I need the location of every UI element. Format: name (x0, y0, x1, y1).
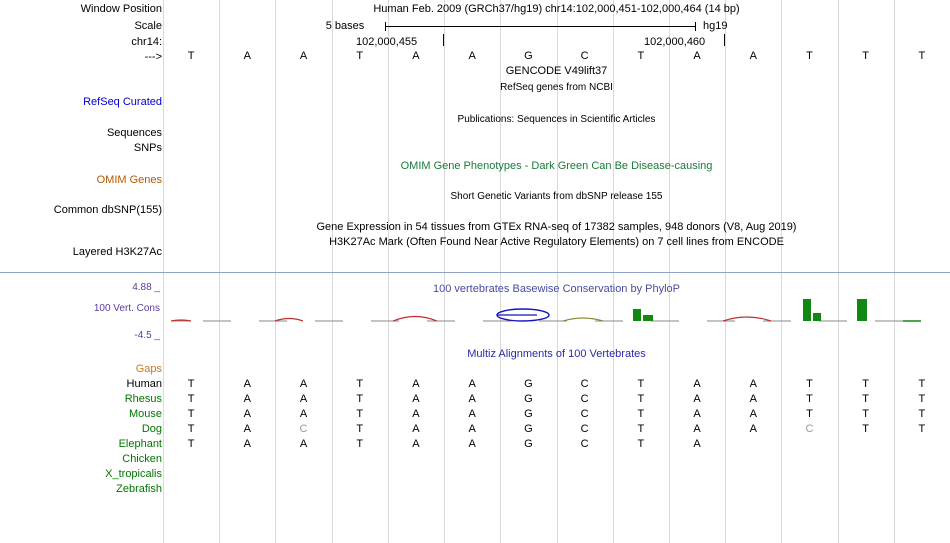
sequence-base: A (468, 50, 476, 62)
alignment-base: A (693, 393, 701, 405)
alignment-base: T (356, 378, 364, 390)
alignment-base: C (580, 378, 589, 390)
alignment-base: C (299, 423, 308, 435)
alignment-base: T (637, 438, 645, 450)
alignment-base: T (187, 378, 195, 390)
alignment-base: C (580, 393, 589, 405)
alignment-base: T (918, 408, 926, 420)
alignment-base: A (412, 393, 420, 405)
alignment-base: T (918, 378, 926, 390)
chrom-label: chr14: (131, 36, 162, 48)
alignment-base: A (243, 378, 251, 390)
sequence-base: T (862, 50, 870, 62)
refseq-curated-label[interactable]: RefSeq Curated (83, 96, 162, 108)
alignment-base: A (468, 408, 476, 420)
scale-bar-left-end (385, 22, 386, 31)
sequence-base: T (918, 50, 926, 62)
alignment-base: T (356, 393, 364, 405)
alignment-base: A (299, 393, 308, 405)
alignment-base: A (693, 423, 701, 435)
scale-label: Scale (134, 20, 162, 32)
sequence-base: T (637, 50, 645, 62)
alignment-base: T (862, 408, 870, 420)
species-label-chicken[interactable]: Chicken (122, 453, 162, 465)
alignment-base: A (299, 408, 308, 420)
alignment-base: A (243, 393, 251, 405)
ruler-tick-1 (443, 34, 444, 46)
assembly-label: hg19 (703, 20, 728, 32)
alignment-base: T (187, 393, 195, 405)
alignment-base: A (693, 408, 701, 420)
alignment-base: G (524, 423, 533, 435)
alignment-base: T (806, 408, 813, 420)
species-label-dog[interactable]: Dog (141, 423, 162, 435)
alignment-base: T (356, 408, 364, 420)
alignment-base: T (918, 423, 926, 435)
scale-value: 5 bases (325, 20, 365, 32)
alignment-base: T (187, 408, 195, 420)
alignment-base: T (187, 438, 195, 450)
alignment-base: T (862, 393, 870, 405)
multiz-title: Multiz Alignments of 100 Vertebrates (467, 348, 646, 360)
alignment-base: T (637, 393, 645, 405)
ruler-label-2: 102,000,460 (644, 36, 706, 48)
alignment-base: T (918, 393, 926, 405)
alignment-base: A (749, 378, 757, 390)
scale-bar (385, 26, 695, 27)
alignment-base: C (580, 423, 589, 435)
sequence-base: G (524, 50, 533, 62)
alignment-base: G (524, 438, 533, 450)
alignment-base: A (412, 378, 420, 390)
sequence-base: C (580, 50, 589, 62)
alignment-base: T (806, 393, 813, 405)
sequence-base: A (243, 50, 251, 62)
omim-title: OMIM Gene Phenotypes - Dark Green Can Be Disease-causing (400, 160, 713, 172)
alignment-base: T (637, 378, 645, 390)
conservation-left-label[interactable]: 100 Vert. Cons (93, 303, 160, 314)
species-label-x_tropicalis[interactable]: X_tropicalis (105, 468, 162, 480)
alignment-base: A (693, 438, 701, 450)
gencode-title: GENCODE V49lift37 (505, 65, 608, 77)
alignment-base: T (862, 378, 870, 390)
alignment-base: A (299, 438, 308, 450)
species-label-rhesus[interactable]: Rhesus (124, 393, 162, 405)
common-dbsnp-label[interactable]: Common dbSNP(155) (53, 204, 162, 216)
conservation-axis-min: -4.5 _ (134, 330, 160, 341)
alignment-base: T (806, 378, 813, 390)
sequence-base: T (806, 50, 813, 62)
alignment-base: A (749, 393, 757, 405)
alignment-base: T (356, 423, 364, 435)
ruler-label-1: 102,000,455 (356, 36, 418, 48)
alignment-base: C (580, 438, 589, 450)
sequence-base: A (693, 50, 701, 62)
alignment-base: C (805, 423, 814, 435)
species-label-human[interactable]: Human (126, 378, 162, 390)
alignment-base: C (580, 408, 589, 420)
conservation-axis-max: 4.88 _ (132, 282, 160, 293)
sequence-base: A (412, 50, 420, 62)
alignment-base: A (468, 378, 476, 390)
alignment-base: G (524, 378, 533, 390)
dbsnp-title: Short Genetic Variants from dbSNP release 155 (450, 191, 663, 202)
alignment-base: T (356, 438, 364, 450)
species-label-mouse[interactable]: Mouse (128, 408, 162, 420)
alignment-base: A (749, 423, 757, 435)
species-label-zebrafish[interactable]: Zebrafish (116, 483, 162, 495)
alignment-base: A (468, 438, 476, 450)
strand-arrow-label: ---> (144, 51, 162, 63)
publications-title: Publications: Sequences in Scientific Articles (457, 114, 656, 125)
alignment-base: A (243, 423, 251, 435)
alignment-base: G (524, 408, 533, 420)
alignment-base: A (693, 378, 701, 390)
h3k27ac-title: H3K27Ac Mark (Often Found Near Active Regulatory Elements) on 7 cell lines from ENCODE (329, 236, 784, 248)
layered-h3k27ac-label[interactable]: Layered H3K27Ac (72, 246, 162, 258)
sequence-base: T (356, 50, 364, 62)
alignment-base: A (412, 423, 420, 435)
ruler-tick-2 (724, 34, 725, 46)
omim-genes-label[interactable]: OMIM Genes (96, 174, 162, 186)
conservation-top-divider (0, 272, 950, 273)
conservation-plot (163, 295, 950, 345)
sequences-label[interactable]: Sequences (106, 127, 162, 139)
snps-label[interactable]: SNPs (133, 142, 162, 154)
alignment-base: A (412, 438, 420, 450)
alignment-base: A (749, 408, 757, 420)
alignment-base: A (468, 393, 476, 405)
conservation-title: 100 vertebrates Basewise Conservation by PhyloP (432, 283, 681, 295)
alignment-base: A (412, 408, 420, 420)
gencode-subtitle: RefSeq genes from NCBI (500, 82, 613, 93)
sequence-base: T (187, 50, 195, 62)
alignment-base: A (243, 438, 251, 450)
gaps-label: Gaps (135, 363, 162, 375)
window-position-value: Human Feb. 2009 (GRCh37/hg19) chr14:102,000,451-102,000,464 (14 bp) (373, 3, 740, 15)
gtex-title: Gene Expression in 54 tissues from GTEx RNA-seq of 17382 samples, 948 donors (V8, Aug 2019) (316, 221, 797, 233)
alignment-base: T (637, 423, 645, 435)
window-position-label: Window Position (80, 3, 162, 15)
alignment-base: T (862, 423, 870, 435)
species-label-elephant[interactable]: Elephant (118, 438, 162, 450)
alignment-base: A (299, 378, 308, 390)
sequence-base: A (749, 50, 757, 62)
scale-bar-right-end (695, 22, 696, 31)
alignment-base: T (637, 408, 645, 420)
alignment-base: G (524, 393, 533, 405)
sequence-base: A (299, 50, 308, 62)
alignment-base: A (468, 423, 476, 435)
alignment-base: A (243, 408, 251, 420)
alignment-base: T (187, 423, 195, 435)
